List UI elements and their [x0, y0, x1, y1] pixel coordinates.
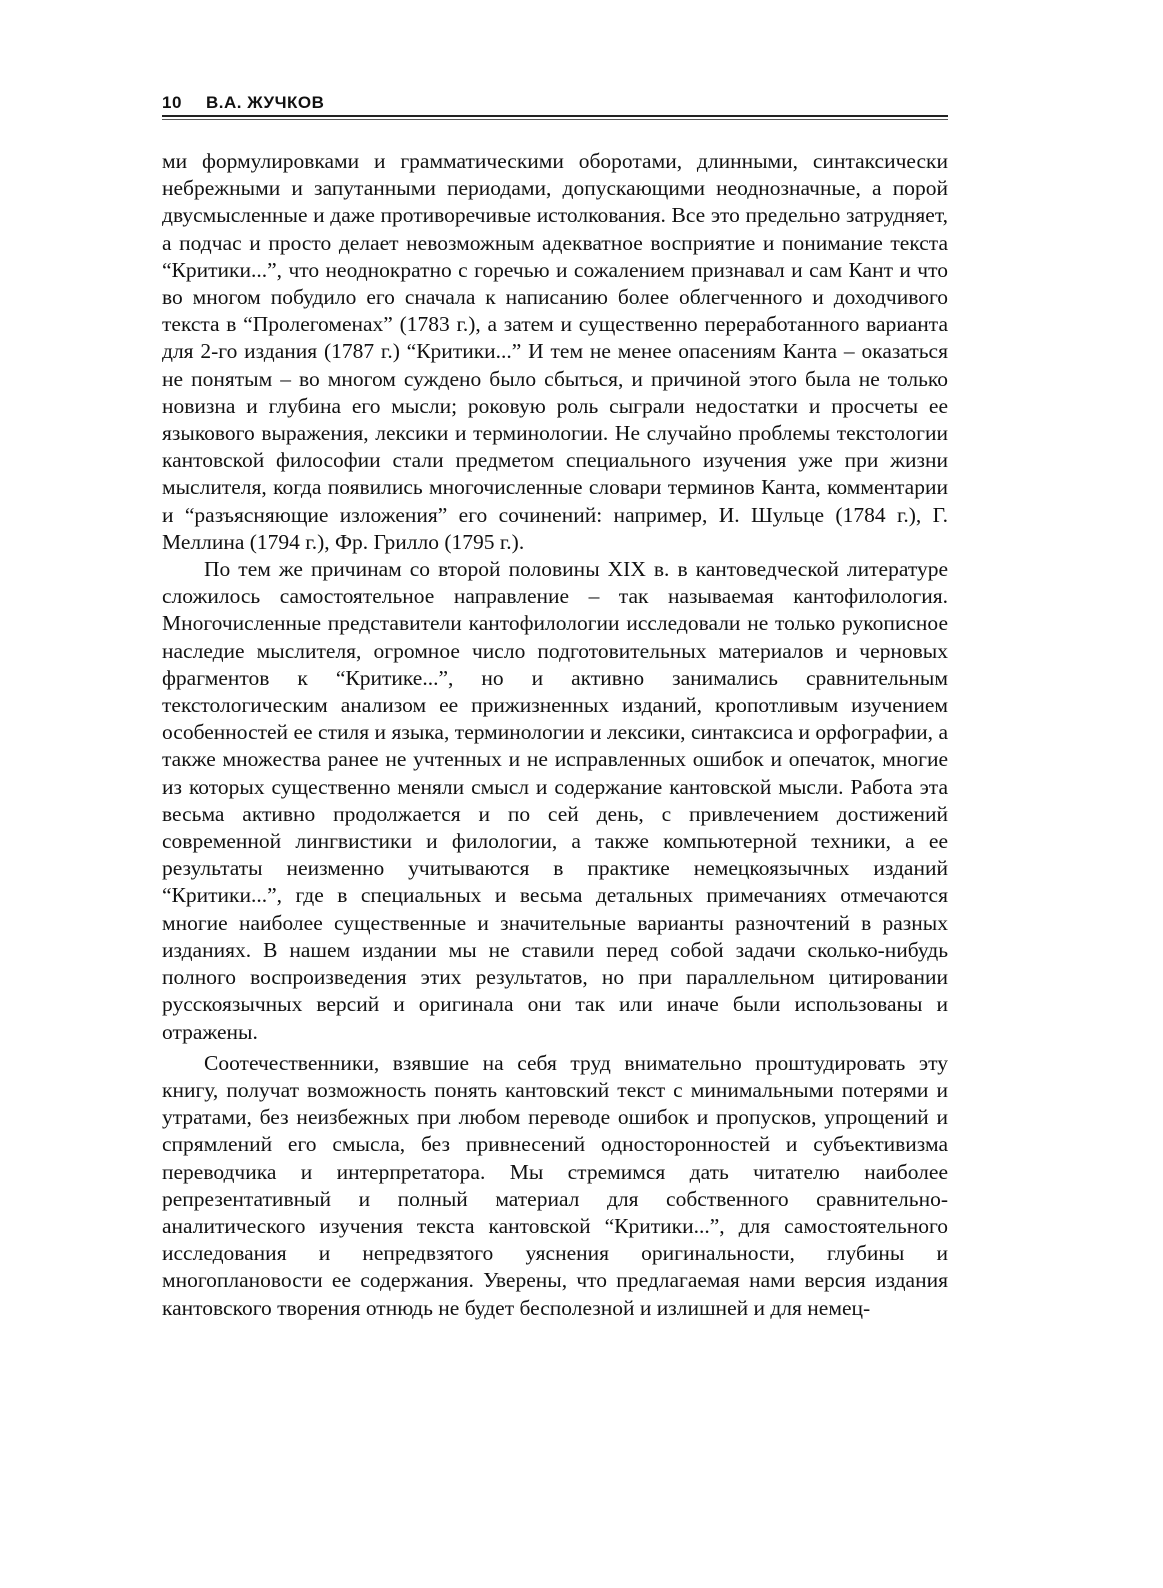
header-rule: [162, 115, 948, 117]
paragraph: По тем же причинам со второй половины XIX в. в кантоведческой литературе сложилось самостоятельное направление – так называемая кантофилология. Многочисленные представители кантофилологии исследовали не только рукописное наследие мыслителя, огромное число подготовительных материалов и черновых фрагментов к “Критике...”, но и активно занимались сравнительным текстологическим анализом ее прижизненных изданий, кропотливым изучением особенностей ее стиля и языка, терминологии и лексики, синтаксиса и орфографии, а также множества ранее не учтенных и не исправленных ошибок и опечаток, многие из которых существенно меняли смысл и содержание кантовской мысли. Работа эта весьма активно продолжается и по сей день, с привлечением достижений современной лингвистики и филологии, а также компьютерной техники, а ее результаты неизменно учитываются в практике немецкоязычных изданий “Критики...”, где в специальных и весьма детальных примечаниях отмечаются многие наиболее существенные и значительные варианты разночтений в разных изданиях. В нашем издании мы не ставили перед собой задачи сколько-нибудь полного воспроизведения этих результатов, но при параллельном цитировании русскоязычных версий и оригинала они так или иначе были использованы и отражены.: [162, 557, 948, 1044]
paragraph: Соотечественники, взявшие на себя труд внимательно проштудировать эту книгу, получат возможность понять кантовский текст с минимальными потерями и утратами, без неизбежных при любом переводе ошибок и пропусков, упрощений и спрямлений его смысла, без привнесений односторонностей и субъективизма переводчика и интерпретатора. Мы стремимся дать читателю наиболее репрезентативный и полный материал для собственного сравнительно-аналитического изучения текста кантовской “Критики...”, для самостоятельного исследования и непредвзятого уяснения оригинальности, глубины и многоплановости ее содержания. Уверены, что предлагаемая нами версия издания кантовского творения отнюдь не будет бесполезной и излишней и для немец-: [162, 1050, 948, 1320]
page-number: 10: [162, 93, 182, 112]
running-header-author: В.А. ЖУЧКОВ: [206, 93, 325, 112]
header-rule-thin: [162, 119, 948, 120]
paragraph-continued: ми формулировками и грамматическими оборотами, длинными, синтаксически небрежными и запутанными периодами, допускающими неоднозначные, а порой двусмысленные и даже противоречивые истолкования. Все это предельно затрудняет, а подчас и просто делает невозможным адекватное восприятие и понимание текста “Критики...”, что неоднократно с горечью и сожалением признавал и сам Кант и что во многом побудило его сначала к написанию более облегченного и доходчивого текста в “Пролегоменах” (1783 г.), а затем и существенно переработанного варианта для 2-го издания (1787 г.) “Критики...” И тем не менее опасениям Канта – оказаться не понятым – во многом суждено было сбыться, и причиной этого была не только новизна и глубина его мысли; роковую роль сыграли недостатки и просчеты ее языкового выражения, лексики и терминологии. Не случайно проблемы текстологии кантовской философии стали предметом специального изучения уже при жизни мыслителя, когда появились многочисленные словари терминов Канта, комментарии и “разъясняющие изложения” его сочинений: например, И. Шульце (1784 г.), Г. Меллина (1794 г.), Фр. Грилло (1795 г.).: [162, 149, 948, 554]
body-text: [162, 148, 948, 1322]
running-header: [162, 92, 948, 114]
